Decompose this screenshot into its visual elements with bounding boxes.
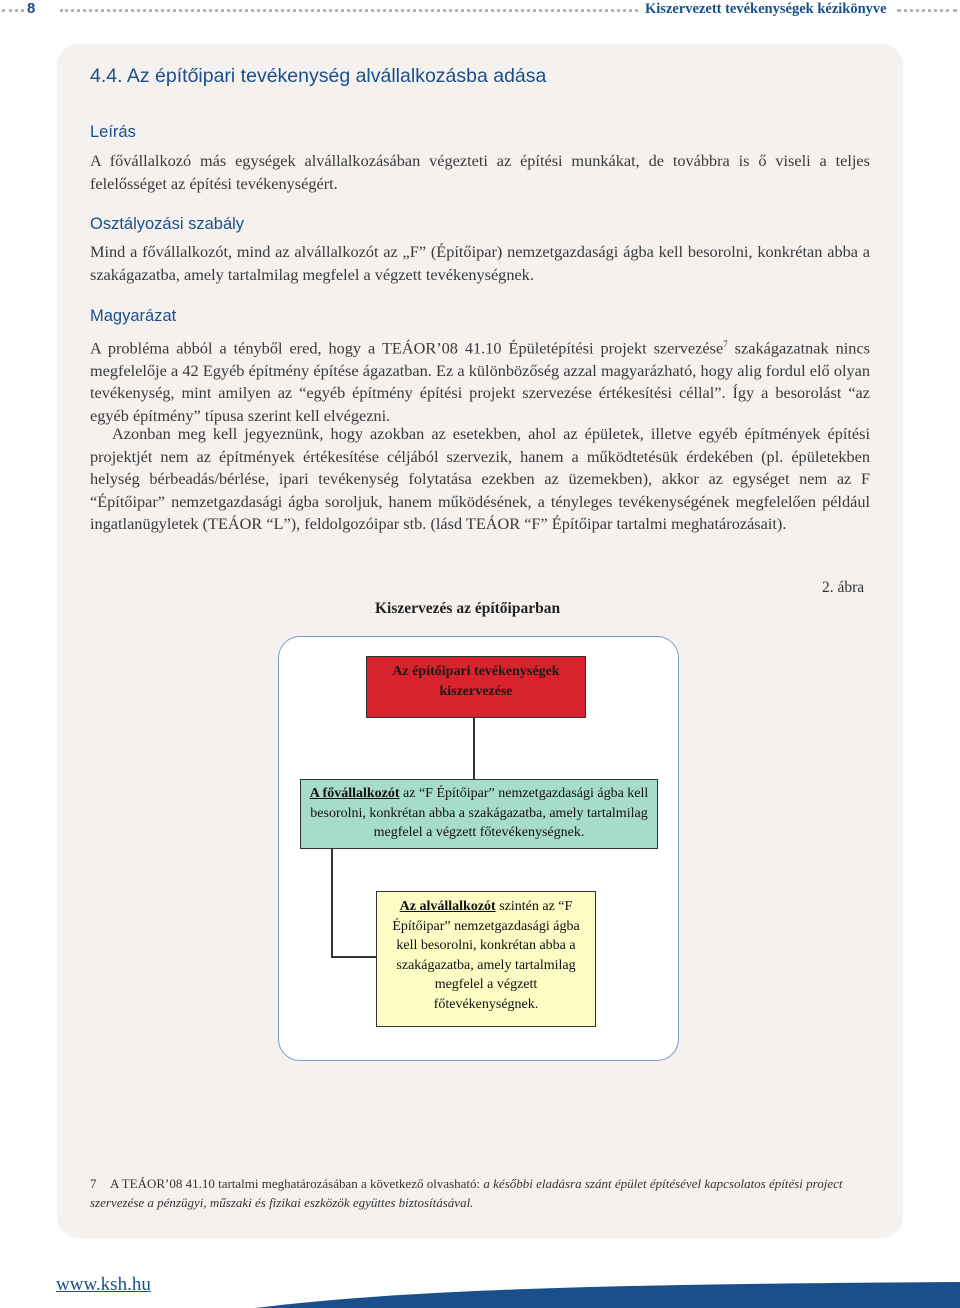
footnote-italic: a későbbi eladásra szánt épület építésével kapcsolatos építési project szervezése a pénzügyi, műszaki és fizikai eszközök együttes biztosításával. — [90, 1176, 843, 1210]
box-outsourcing: Az építőipari tevékenységek kiszervezése — [366, 656, 586, 718]
page-header — [0, 0, 960, 20]
page-number: 8 — [27, 0, 36, 17]
header-title: Kiszervezett tevékenységek kézikönyve — [645, 1, 887, 17]
footnote — [90, 1174, 850, 1212]
subcontractor-text: szintén az “F Építőipar” nemzetgazdasági ágba kell besorolni, konkrétan abba a szakágazatba, amely tartalmilag megfelel a végzett főtevékenységnek. — [392, 899, 580, 1012]
header-dots-middle — [60, 9, 638, 12]
osztalyozasi-heading: Osztályozási szabály — [90, 215, 245, 233]
connector-green-down — [331, 849, 333, 957]
main-contractor-text: az “F Építőipar” nemzetgazdasági ágba kell besorolni, konkrétan abba a szakágazatba, amely tartalmilag megfelel a végzett főtevékenységnek. — [310, 786, 649, 840]
magyarazat-heading: Magyarázat — [90, 307, 177, 325]
magyarazat-p1-after: szakágazatnak nincs megfelelője a 42 Egyéb építmény építése ágazatban. Ez a különbözőség azzal magyarázható, hogy alig fordul elő olyan tevékenység, mint amilyen az “egyéb építmény építési projekt szervezése értékesítési céllal”. Így a besorolást “az egyéb építmény” típusa szerint kell elvégezni. — [90, 338, 871, 425]
footnote-number: 7 — [90, 1176, 97, 1191]
figure-title: Kiszervezés az építőiparban — [375, 600, 561, 617]
figure-number: 2. ábra — [822, 579, 865, 596]
magyarazat-paragraph-2: Azonban meg kell jegyeznünk, hogy azokban az esetekben, ahol az épületek, illetve egyéb építmények építési projektjét nem az építmények értékesítése céljából szervezik, hanem a működtetésük érdekében (pl. épületekben helység bérbeadás/bérlése, ipari tevékenység folytatása ezekben az üzemekben), akkor az egységet nem az F “Építőipar” nemzetgazdasági ágba soroljuk, hanem működésének, a tényleges tevékenységének megfelelően például ingatlanügyletek (TEÁOR “L”), feldolgozóipar stb. (lásd TEÁOR “F” Építőipar tartalmi meghatározásait). — [90, 424, 870, 533]
box-subcontractor — [376, 891, 596, 1027]
section-title: 4.4. Az építőipari tevékenység alvállalkozásba adása — [90, 65, 547, 87]
header-dots-right — [897, 9, 957, 12]
footnote-text: A TEÁOR’08 41.10 tartalmi meghatározásában a következő olvasható: — [110, 1176, 484, 1191]
footnote-ref[interactable]: 7 — [723, 339, 728, 349]
osztalyozasi-text: Mind a fővállalkozót, mind az alvállalkozót az „F” (Építőipar) nemzetgazdasági ágba kell besorolni, konkrétan abba a szakágazatba, amely tartalmilag megfelel a végzett tevékenységnek. — [90, 242, 870, 284]
magyarazat-paragraph-1 — [90, 333, 870, 427]
connector-red-green — [473, 718, 475, 779]
connector-to-yellow — [331, 956, 376, 958]
box-main-contractor — [300, 779, 658, 849]
subcontractor-label: Az alvállalkozót — [399, 899, 496, 914]
leiras-text: A fővállalkozó más egységek alvállalkozásában végezteti az építési munkákat, de továbbra is ő viseli a teljes felelősséget az építési tevékenységért. — [90, 151, 870, 193]
footer-website-link[interactable]: www.ksh.hu — [56, 1274, 151, 1295]
header-dots-left — [2, 9, 24, 12]
magyarazat-p1-before: A probléma abból a tényből ered, hogy a TEÁOR’08 41.10 Épületépítési projekt szervezése — [90, 338, 724, 358]
main-contractor-label: A fővállalkozót — [309, 786, 400, 801]
leiras-heading: Leírás — [90, 123, 136, 141]
